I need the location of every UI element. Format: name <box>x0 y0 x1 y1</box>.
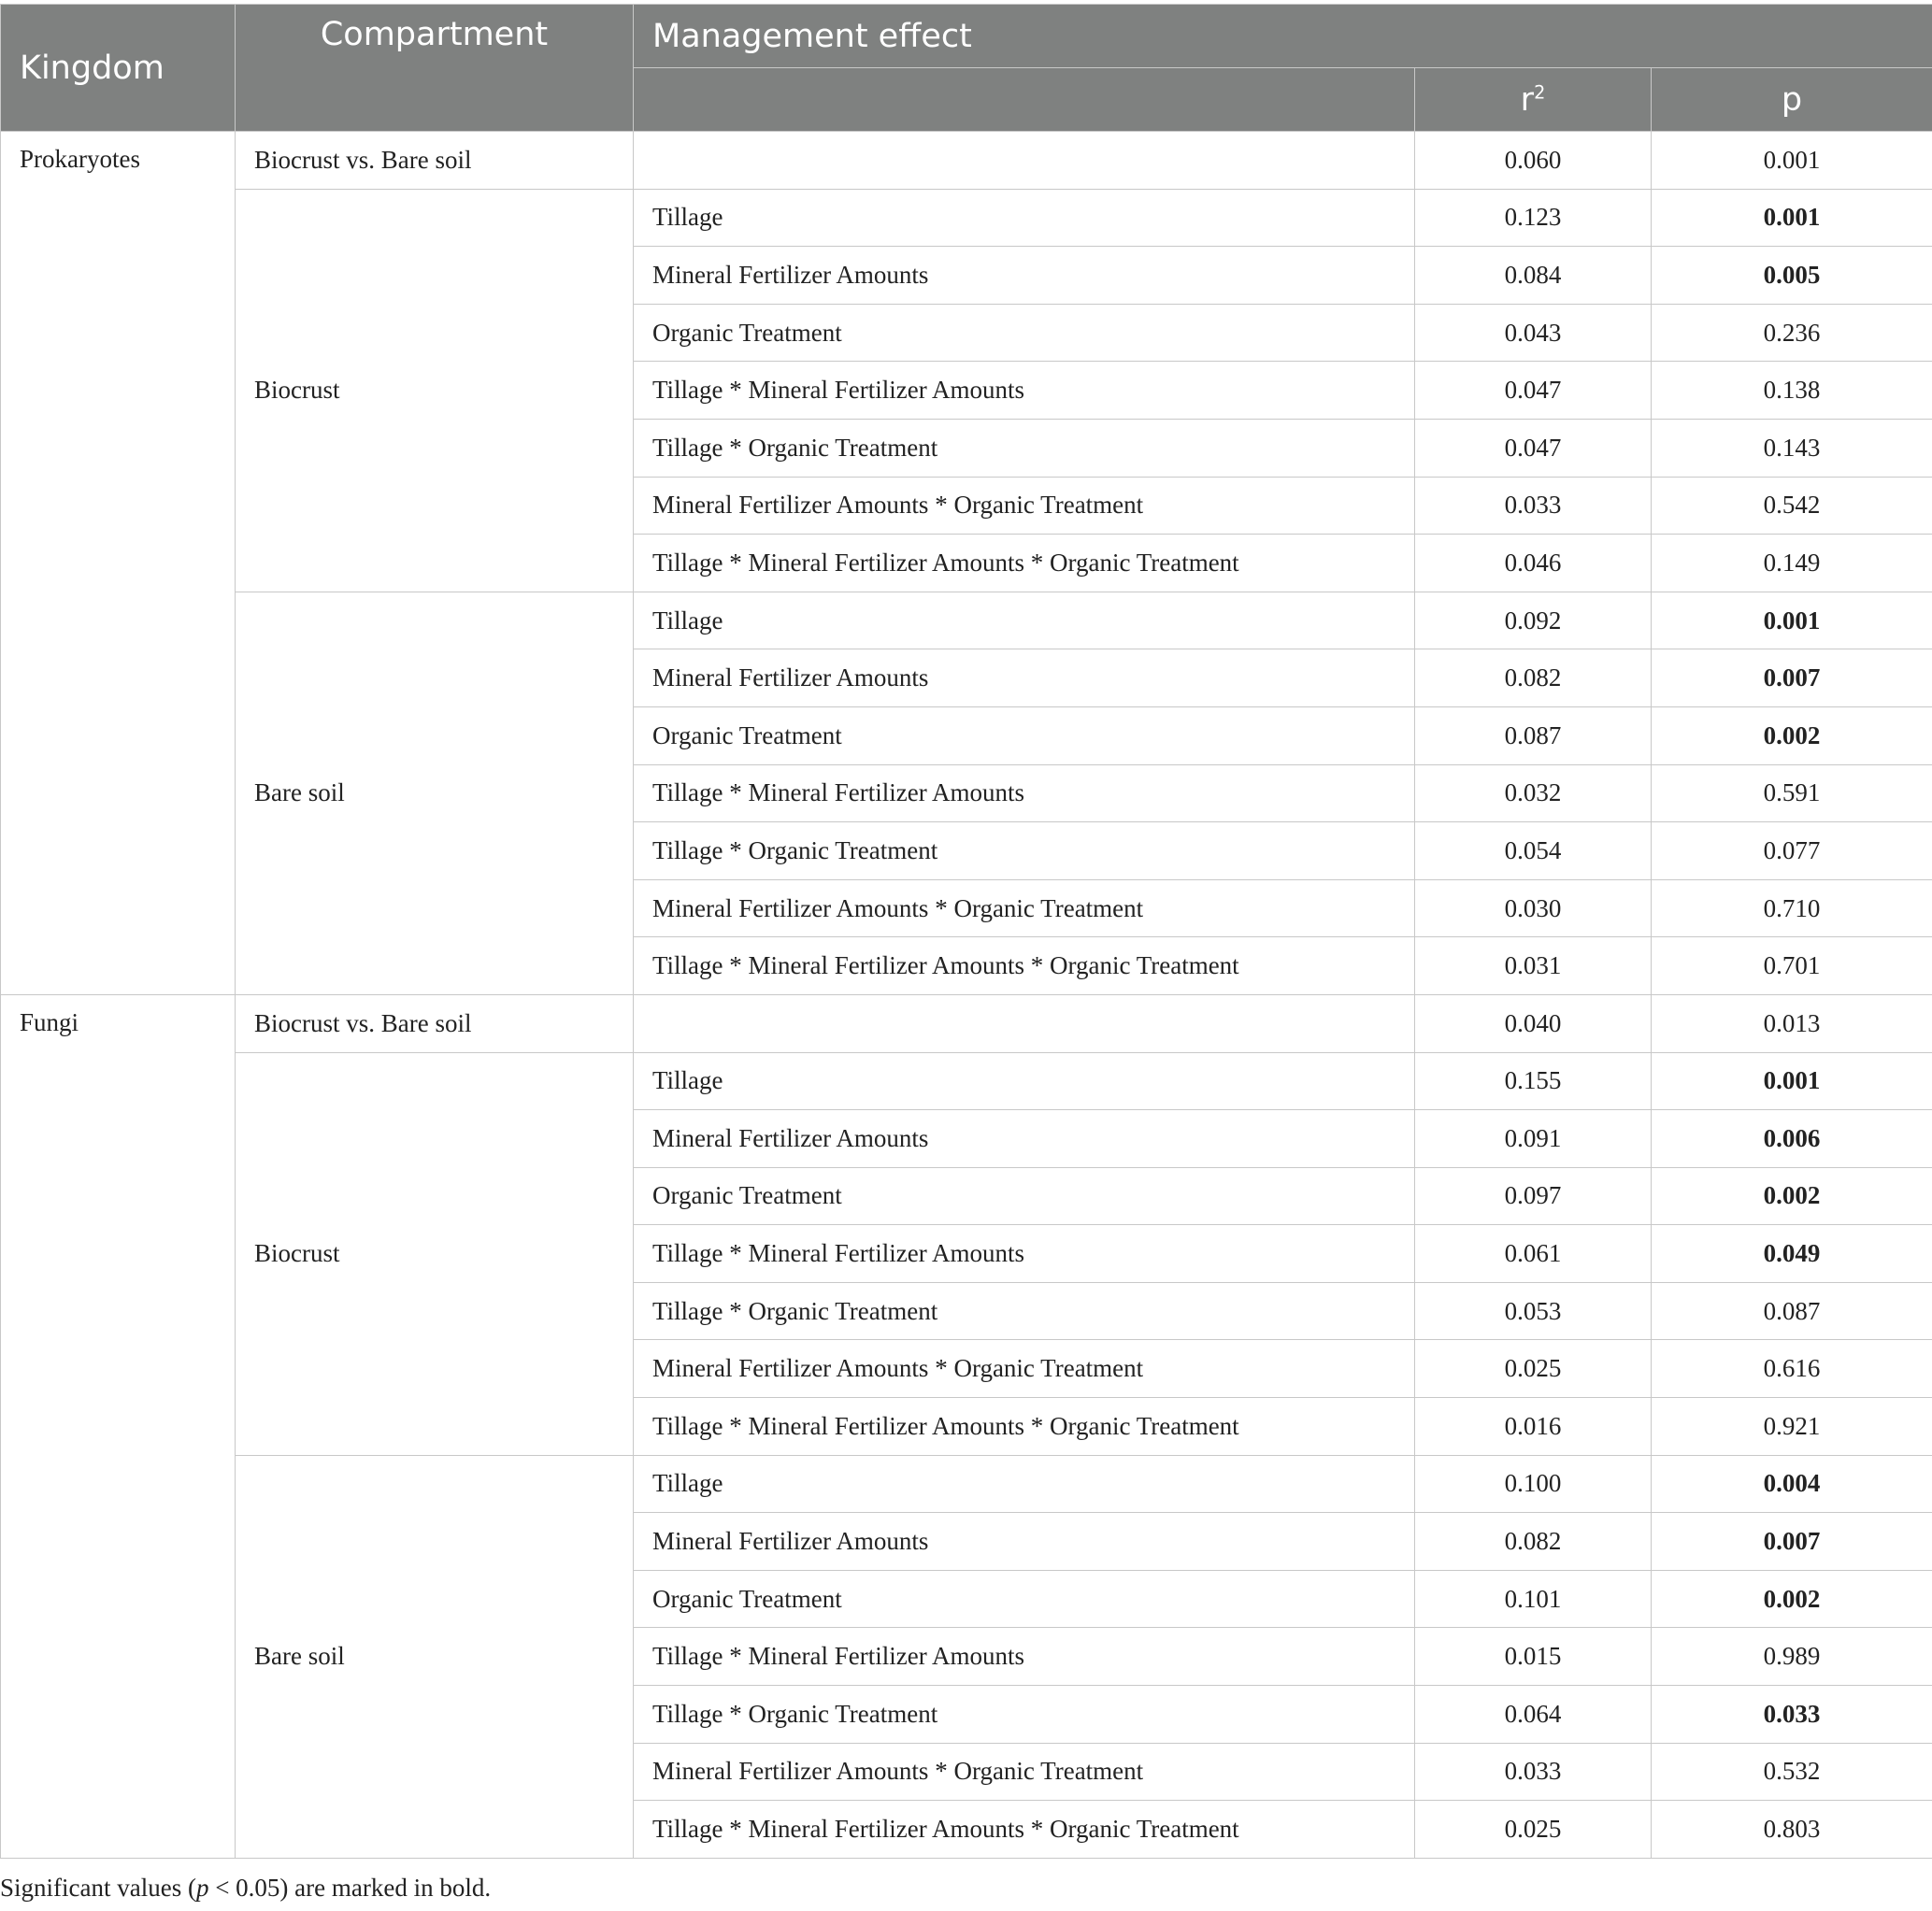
p-cell: 0.013 <box>1652 994 1932 1052</box>
effect-cell <box>634 994 1415 1052</box>
footnote-suffix: < 0.05) are marked in bold. <box>208 1874 492 1902</box>
r2-cell: 0.047 <box>1415 362 1652 420</box>
p-cell: 0.087 <box>1652 1282 1932 1340</box>
p-cell: 0.143 <box>1652 419 1932 477</box>
header-management-effect: Management effect <box>634 5 1932 68</box>
r2-cell: 0.025 <box>1415 1801 1652 1859</box>
r2-cell: 0.092 <box>1415 592 1652 649</box>
footnote-italic: p <box>195 1874 209 1902</box>
header-r2 <box>1415 68 1652 132</box>
table-row <box>1 132 1932 190</box>
p-cell: 0.001 <box>1652 592 1932 649</box>
effect-cell: Tillage * Mineral Fertilizer Amounts <box>634 764 1415 822</box>
effect-cell: Tillage * Organic Treatment <box>634 1282 1415 1340</box>
kingdom-cell: Fungi <box>1 994 236 1858</box>
r2-cell: 0.082 <box>1415 1513 1652 1571</box>
r2-cell: 0.061 <box>1415 1225 1652 1283</box>
r2-cell: 0.100 <box>1415 1455 1652 1513</box>
effect-cell: Organic Treatment <box>634 1570 1415 1628</box>
r2-cell: 0.053 <box>1415 1282 1652 1340</box>
p-cell: 0.138 <box>1652 362 1932 420</box>
effect-cell: Tillage <box>634 189 1415 247</box>
p-cell: 0.077 <box>1652 822 1932 880</box>
p-cell: 0.710 <box>1652 879 1932 937</box>
r2-cell: 0.032 <box>1415 764 1652 822</box>
p-cell: 0.803 <box>1652 1801 1932 1859</box>
effect-cell: Mineral Fertilizer Amounts * Organic Treatment <box>634 1743 1415 1801</box>
p-cell: 0.532 <box>1652 1743 1932 1801</box>
effect-cell: Tillage <box>634 1052 1415 1110</box>
effect-cell: Mineral Fertilizer Amounts <box>634 247 1415 305</box>
r2-cell: 0.031 <box>1415 937 1652 995</box>
effect-cell: Tillage * Mineral Fertilizer Amounts <box>634 362 1415 420</box>
r2-cell: 0.054 <box>1415 822 1652 880</box>
r2-cell: 0.082 <box>1415 649 1652 707</box>
effect-cell: Tillage <box>634 592 1415 649</box>
table-header <box>1 5 1932 132</box>
r2-cell: 0.155 <box>1415 1052 1652 1110</box>
p-cell: 0.591 <box>1652 764 1932 822</box>
effect-cell: Tillage <box>634 1455 1415 1513</box>
header-effect-blank <box>634 68 1415 132</box>
r2-cell: 0.043 <box>1415 304 1652 362</box>
p-cell: 0.007 <box>1652 1513 1932 1571</box>
compartment-cell: Biocrust <box>236 1052 634 1455</box>
effect-cell: Mineral Fertilizer Amounts * Organic Treatment <box>634 477 1415 535</box>
compartment-cell: Bare soil <box>236 592 634 994</box>
effect-cell: Organic Treatment <box>634 304 1415 362</box>
effect-cell: Tillage * Mineral Fertilizer Amounts * Organic Treatment <box>634 1398 1415 1456</box>
p-cell: 0.002 <box>1652 1167 1932 1225</box>
r2-cell: 0.064 <box>1415 1686 1652 1744</box>
p-cell: 0.921 <box>1652 1398 1932 1456</box>
p-cell: 0.005 <box>1652 247 1932 305</box>
header-p: p <box>1652 68 1932 132</box>
p-cell: 0.006 <box>1652 1110 1932 1168</box>
effect-cell: Tillage * Organic Treatment <box>634 822 1415 880</box>
r2-cell: 0.033 <box>1415 477 1652 535</box>
r2-cell: 0.091 <box>1415 1110 1652 1168</box>
effect-cell: Mineral Fertilizer Amounts <box>634 1110 1415 1168</box>
r2-cell: 0.030 <box>1415 879 1652 937</box>
r2-cell: 0.097 <box>1415 1167 1652 1225</box>
effect-cell: Tillage * Mineral Fertilizer Amounts * Organic Treatment <box>634 1801 1415 1859</box>
r2-cell: 0.084 <box>1415 247 1652 305</box>
table-row <box>1 1455 1932 1513</box>
effect-cell <box>634 132 1415 190</box>
compartment-cell: Biocrust vs. Bare soil <box>236 994 634 1052</box>
effect-cell: Tillage * Mineral Fertilizer Amounts * Organic Treatment <box>634 535 1415 592</box>
p-cell: 0.542 <box>1652 477 1932 535</box>
p-cell: 0.001 <box>1652 189 1932 247</box>
header-r2-sup: 2 <box>1534 80 1546 103</box>
effect-cell: Mineral Fertilizer Amounts <box>634 649 1415 707</box>
r2-cell: 0.123 <box>1415 189 1652 247</box>
kingdom-cell: Prokaryotes <box>1 132 236 995</box>
table-body <box>1 132 1932 1859</box>
r2-cell: 0.046 <box>1415 535 1652 592</box>
effect-cell: Mineral Fertilizer Amounts <box>634 1513 1415 1571</box>
p-cell: 0.236 <box>1652 304 1932 362</box>
p-cell: 0.002 <box>1652 706 1932 764</box>
table-row <box>1 592 1932 649</box>
r2-cell: 0.060 <box>1415 132 1652 190</box>
r2-cell: 0.033 <box>1415 1743 1652 1801</box>
p-cell: 0.033 <box>1652 1686 1932 1744</box>
effect-cell: Tillage * Mineral Fertilizer Amounts * Organic Treatment <box>634 937 1415 995</box>
r2-cell: 0.016 <box>1415 1398 1652 1456</box>
p-cell: 0.001 <box>1652 132 1932 190</box>
r2-cell: 0.040 <box>1415 994 1652 1052</box>
r2-cell: 0.015 <box>1415 1628 1652 1686</box>
effect-cell: Tillage * Mineral Fertilizer Amounts <box>634 1225 1415 1283</box>
p-cell: 0.001 <box>1652 1052 1932 1110</box>
p-cell: 0.002 <box>1652 1570 1932 1628</box>
results-table <box>0 4 1932 1859</box>
table-row <box>1 1052 1932 1110</box>
p-cell: 0.007 <box>1652 649 1932 707</box>
header-r2-base: r <box>1520 80 1535 119</box>
p-cell: 0.004 <box>1652 1455 1932 1513</box>
r2-cell: 0.087 <box>1415 706 1652 764</box>
effect-cell: Tillage * Organic Treatment <box>634 1686 1415 1744</box>
header-compartment: Compartment <box>236 5 634 132</box>
r2-cell: 0.047 <box>1415 419 1652 477</box>
r2-cell: 0.025 <box>1415 1340 1652 1398</box>
footnote-prefix: Significant values ( <box>0 1874 196 1902</box>
header-kingdom: Kingdom <box>1 5 236 132</box>
table-row <box>1 994 1932 1052</box>
compartment-cell: Bare soil <box>236 1455 634 1858</box>
p-cell: 0.616 <box>1652 1340 1932 1398</box>
p-cell: 0.989 <box>1652 1628 1932 1686</box>
effect-cell: Tillage * Organic Treatment <box>634 419 1415 477</box>
r2-cell: 0.101 <box>1415 1570 1652 1628</box>
effect-cell: Tillage * Mineral Fertilizer Amounts <box>634 1628 1415 1686</box>
p-cell: 0.149 <box>1652 535 1932 592</box>
effect-cell: Mineral Fertilizer Amounts * Organic Treatment <box>634 1340 1415 1398</box>
effect-cell: Organic Treatment <box>634 1167 1415 1225</box>
compartment-cell: Biocrust vs. Bare soil <box>236 132 634 190</box>
compartment-cell: Biocrust <box>236 189 634 592</box>
table-row <box>1 189 1932 247</box>
p-cell: 0.701 <box>1652 937 1932 995</box>
table-footnote <box>0 1874 491 1903</box>
p-cell: 0.049 <box>1652 1225 1932 1283</box>
effect-cell: Mineral Fertilizer Amounts * Organic Treatment <box>634 879 1415 937</box>
effect-cell: Organic Treatment <box>634 706 1415 764</box>
